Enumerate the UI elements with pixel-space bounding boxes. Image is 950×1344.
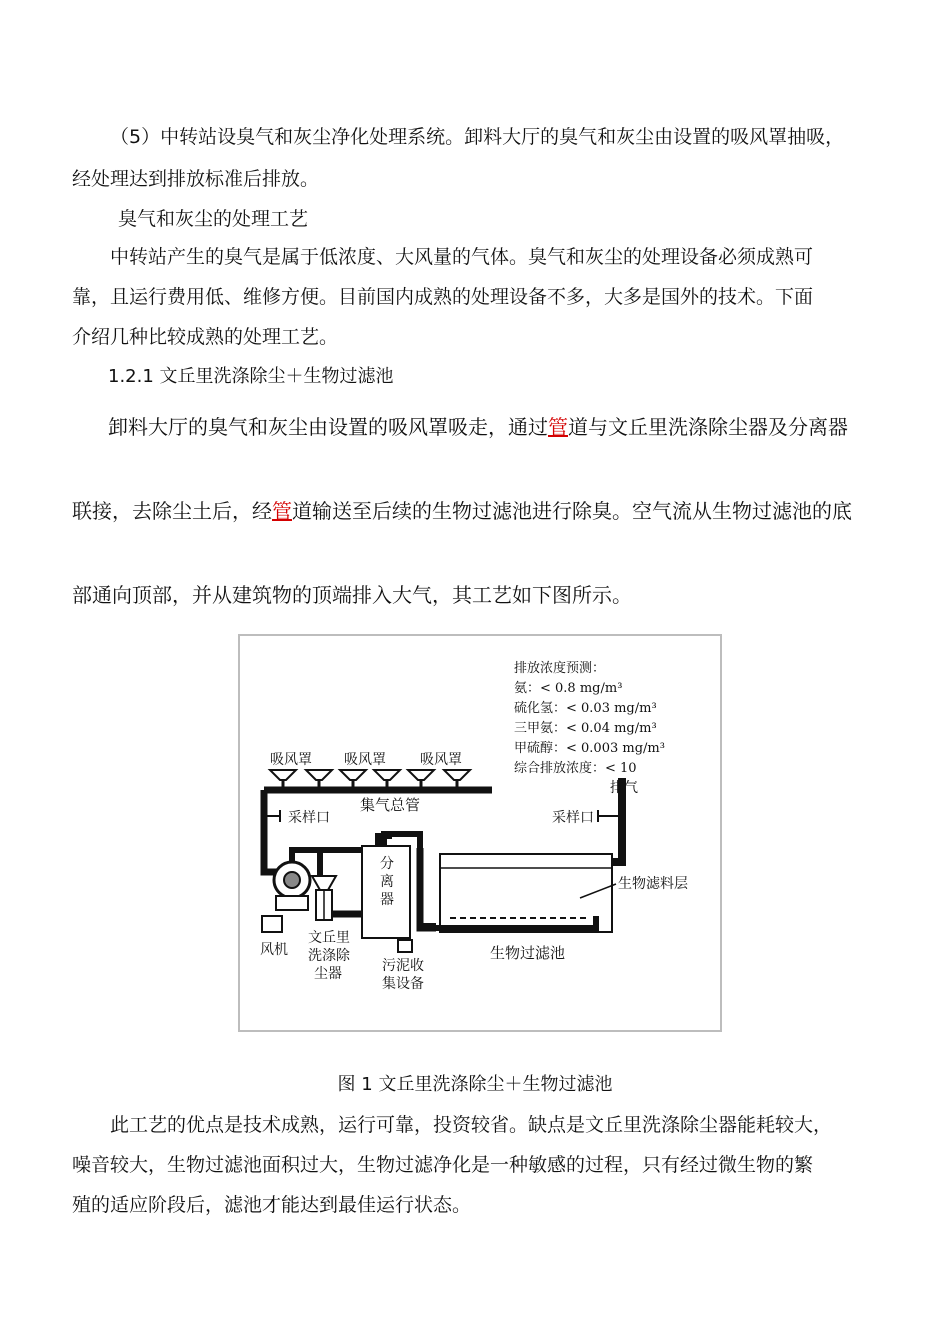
fan-base	[276, 896, 308, 910]
venturi-label: 洗涤除	[308, 948, 350, 964]
venturi-icon	[312, 876, 336, 890]
process-diagram-svg	[240, 636, 720, 1030]
fan-hub	[284, 872, 300, 888]
separator-label: 器	[380, 892, 394, 908]
emission-line: 综合排放浓度：< 10	[514, 761, 637, 776]
emission-title: 排放浓度预测：	[514, 661, 606, 676]
pipe-link[interactable]: 管	[548, 415, 568, 439]
fan-motor	[262, 916, 282, 932]
main-pipe-label: 集气总管	[360, 796, 421, 814]
venturi-label: 文丘里	[308, 930, 350, 946]
emission-line: 氨：< 0.8 mg/m³	[514, 681, 623, 696]
sampling-port-label: 采样口	[552, 810, 594, 826]
paragraph-line: 联接，去除尘土后，经管道输送至后续的生物过滤池进行除臭。空气流从生物过滤池的底	[72, 499, 852, 523]
hood-label: 吸风罩	[270, 752, 312, 768]
venturi-label: 尘器	[314, 966, 342, 982]
paragraph-line: 靠，且运行费用低、维修方便。目前国内成熟的处理设备不多，大多是国外的技术。下面	[72, 286, 814, 308]
paragraph-line: 殖的适应阶段后，滤池才能达到最佳运行状态。	[72, 1194, 472, 1216]
emission-line: 甲硫醇：< 0.003 mg/m³	[514, 741, 665, 756]
process-diagram	[238, 634, 722, 1032]
separator-label: 离	[380, 874, 394, 890]
sludge-label: 集设备	[382, 976, 424, 992]
paragraph-line: 经处理达到排放标准后排放。	[72, 168, 320, 190]
paragraph-line: 卸料大厅的臭气和灰尘由设置的吸风罩吸走，通过管道与文丘里洗涤除尘器及分离器	[108, 415, 848, 439]
paragraph-line: 部通向顶部，并从建筑物的顶端排入大气，其工艺如下图所示。	[72, 583, 632, 607]
section-heading: 臭气和灰尘的处理工艺	[118, 208, 309, 230]
biofilter-pool	[440, 854, 612, 932]
separator-label: 分	[380, 856, 394, 872]
figure-caption: 图 1 文丘里洗涤除尘＋生物过滤池	[337, 1074, 613, 1095]
fan-label: 风机	[260, 942, 288, 958]
sludge-label: 污泥收	[382, 958, 424, 974]
paragraph-line: 噪音较大，生物过滤池面积过大，生物过滤净化是一种敏感的过程，只有经过微生物的繁	[72, 1154, 814, 1176]
hood-funnels	[270, 770, 470, 780]
exhaust-label: 排气	[610, 780, 638, 796]
hood-label: 吸风罩	[344, 752, 386, 768]
pipe-link[interactable]: 管	[272, 499, 292, 523]
hood-label: 吸风罩	[420, 752, 462, 768]
subsection-heading: 1.2.1 文丘里洗涤除尘＋生物过滤池	[108, 366, 394, 387]
bio-filter-pool-label: 生物过滤池	[490, 944, 566, 962]
sampling-port-label: 采样口	[288, 810, 330, 826]
paragraph-line: 介绍几种比较成熟的处理工艺。	[72, 326, 339, 348]
left-pipe	[264, 790, 280, 872]
emission-line: 硫化氢：< 0.03 mg/m³	[514, 701, 657, 716]
paragraph-line: 此工艺的优点是技术成熟，运行可靠，投资较省。缺点是文丘里洗涤除尘器能耗较大，	[110, 1114, 833, 1136]
pipe-to-biofilter	[420, 848, 436, 928]
paragraph-line: （5）中转站设臭气和灰尘净化处理系统。卸料大厅的臭气和灰尘由设置的吸风罩抽吸，	[110, 126, 845, 148]
bio-filter-layer-label: 生物滤料层	[618, 876, 688, 892]
sludge-outlet-icon	[398, 940, 412, 952]
emission-line: 三甲氨：< 0.04 mg/m³	[514, 721, 657, 736]
paragraph-line: 中转站产生的臭气是属于低浓度、大风量的气体。臭气和灰尘的处理设备必须成熟可	[110, 246, 814, 268]
